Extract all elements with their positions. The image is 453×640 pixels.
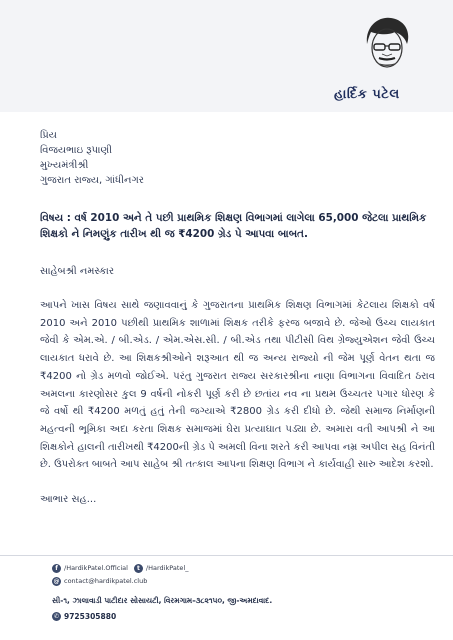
address-line: ગુજરાત રાજ્ય, ગાંધીનગર [40, 175, 144, 186]
facebook-icon: f [52, 564, 61, 573]
email-link[interactable]: contact@hardikpatel.club [64, 577, 148, 585]
office-address: સી-૧, ઝાલાવાડી પાટીદાર સોસાયટી, વિરમગામ-૩૮૨૧૫૦, જી-અમદાવાદ. [52, 596, 273, 605]
closing: આભાર સહ... [40, 494, 97, 506]
address-line: મુખ્યમંત્રીશ્રી [40, 160, 89, 171]
salutation: સાહેબશ્રી નમસ્કાર [40, 266, 115, 277]
address-line: પ્રિય [40, 130, 57, 141]
footer [52, 562, 432, 621]
social-links [52, 562, 432, 574]
address-line: વિજયભાઇ રૂપાણી [40, 145, 113, 156]
email-icon: @ [53, 577, 60, 585]
twitter-icon: t [134, 564, 143, 573]
portrait-sketch-icon [355, 14, 417, 76]
phone-icon: ✆ [53, 613, 60, 620]
phone-row [52, 612, 432, 621]
twitter-link[interactable]: /HardikPatel_ [145, 564, 189, 572]
footer-divider [0, 555, 453, 556]
phone-number[interactable]: 9725305880 [64, 612, 117, 621]
email-row [52, 575, 432, 587]
subject-line: વિષય : વર્ષ 2010 અને તે પછી પ્રાથમિક શિક્ષણ વિભાગમાં લાગેલા 65,000 જેટલા પ્રાથમિક શિક્ષકો ને નિમણુંક તારીખ થી જ ₹4200 ગ્રેડ પે આપવા બાબત. [40, 212, 427, 240]
letter-paragraph: આપને ખાસ વિષય સાથે જણાવવાનું કે ગુજરાતના પ્રાથમિક શિક્ષણ વિભાગમાં કેટલાય શિક્ષકો વર્ષ 2010 અને 2010 પછીથી પ્રાથમિક શાળામાં શિક્ષક તરીકે ફરજ બજાવે છે. જેઓ ઉચ્ચ લાયકાત જેવી કે એમ.એ. / બી.એડ. / એમ.એસ.સી. / બી.એડ તથા પીટીસી વિથ ગ્રેજ્યુએશન જેવી ઉચ્ચ લાયકાત ધરાવે છે. આ શિક્ષકશ્રીઓને શરૂઆત થી જ અન્ય રાજ્યો ની જેમ પૂર્ણ વેતન થતા જ ₹4200 નો ગ્રેડ મળવો જોઈએ. પરંતુ ગુજરાત રાજ્ય સરકારશ્રીના નાણા વિભાગના વિવાદિત ઠરાવ અમલના કારણોસર કુલ 9 વર્ષની નોકરી પૂર્ણ કરી છે છતાંય નવ ના પ્રથમ ઉચ્ચતર પગાર ધોરણ કે જે વર્ષો થી ₹4200 મળતું હતું તેની જગ્યાએ ₹2800 ગ્રેડ કરી દીધો છે. જેથી સમાજ નિર્માણની મહત્વની ભૂમિકા અદા કરતા શિક્ષક સમાજમાં ઘેરા પ્રત્યાઘાત પડ્યા છે. અમારા વતી આપશ્રી ને આ શિક્ષકોને હાલની તારીખથી ₹4200ની ગ્રેડ પે અમલી વિના શરતે કરી આપવા નમ્ર અપીલ સહ વિનંતી છે. ઉપરોક્ત બાબતે આપ સાહેબ શ્રી તત્કાલ આપના શિક્ષણ વિભાગ ને કાર્યવાહી સારુ આદેશ કરશો. [40, 300, 435, 471]
brand-name: હાર્દિક પટેલ [334, 87, 400, 102]
facebook-link[interactable]: /HardikPatel.Official [64, 564, 128, 572]
letter-body [40, 128, 435, 505]
